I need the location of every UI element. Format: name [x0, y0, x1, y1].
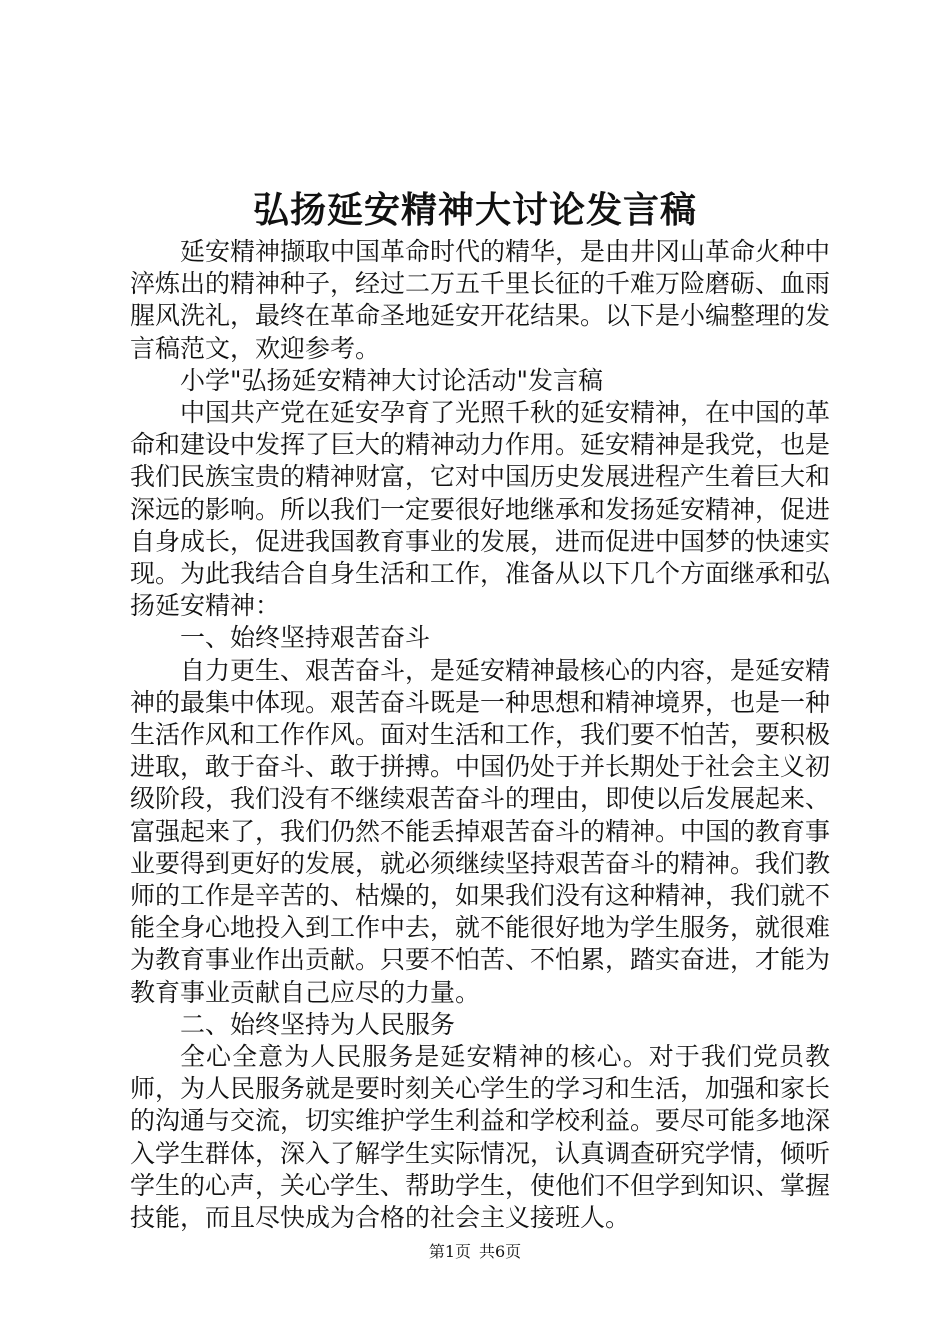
document-title: 弘扬延安精神大讨论发言稿 [252, 189, 697, 231]
page-number: 第1页 [428, 1242, 471, 1261]
subsection-heading: 二、始终坚持为人民服务 [180, 1009, 456, 1039]
page-total: 共6页 [479, 1242, 522, 1261]
intro-paragraph: 延安精神撷取中国革命时代的精华，是由井冈山革命火种中淬炼出的精神种子，经过二万五千里长征的千难万险磨砺、血雨腥风洗礼，最终在革命圣地延安开花结果。以下是小编整理的发言稿范文，欢迎参考。 [130, 237, 831, 363]
body-paragraph: 中国共产党在延安孕育了光照千秋的延安精神，在中国的革命和建设中发挥了巨大的精神动力作用。延安精神是我党，也是我们民族宝贵的精神财富，它对中国历史发展进程产生着巨大和深远的影响。所以我们一定要很好地继承和发扬延安精神，促进自身成长，促进我国教育事业的发展，进而促进中国梦的快速实现。为此我结合自身生活和工作，准备从以下几个方面继承和弘扬延安精神： [130, 398, 831, 621]
body-paragraph: 全心全意为人民服务是延安精神的核心。对于我们党员教师，为人民服务就是要时刻关心学生的学习和生活，加强和家长的沟通与交流，切实维护学生利益和学校利益。要尽可能多地深入学生群体，深入了解学生实际情况，认真调查研究学情，倾听学生的心声，关心学生、帮助学生，使他们不但学到知识、掌握技能，而且尽快成为合格的社会主义接班人。 [130, 1042, 831, 1233]
subsection-heading: 一、始终坚持艰苦奋斗 [180, 623, 431, 653]
page-footer [0, 1242, 950, 1262]
document-body [130, 236, 830, 1234]
body-paragraph: 自力更生、艰苦奋斗，是延安精神最核心的内容，是延安精神的最集中体现。艰苦奋斗既是一种思想和精神境界，也是一种生活作风和工作作风。面对生活和工作，我们要不怕苦，要积极进取，敢于奋斗、敢于拼搏。中国仍处于并长期处于社会主义初级阶段，我们没有不继续艰苦奋斗的理由，即使以后发展起来、富强起来了，我们仍然不能丢掉艰苦奋斗的精神。中国的教育事业要得到更好的发展，就必须继续坚持艰苦奋斗的精神。我们教师的工作是辛苦的、枯燥的，如果我们没有这种精神，我们就不能全身心地投入到工作中去，就不能很好地为学生服务，就很难为教育事业作出贡献。只要不怕苦、不怕累，踏实奋进，才能为教育事业贡献自己应尽的力量。 [130, 655, 831, 1007]
section-heading: 小学"弘扬延安精神大讨论活动"发言稿 [180, 365, 603, 395]
